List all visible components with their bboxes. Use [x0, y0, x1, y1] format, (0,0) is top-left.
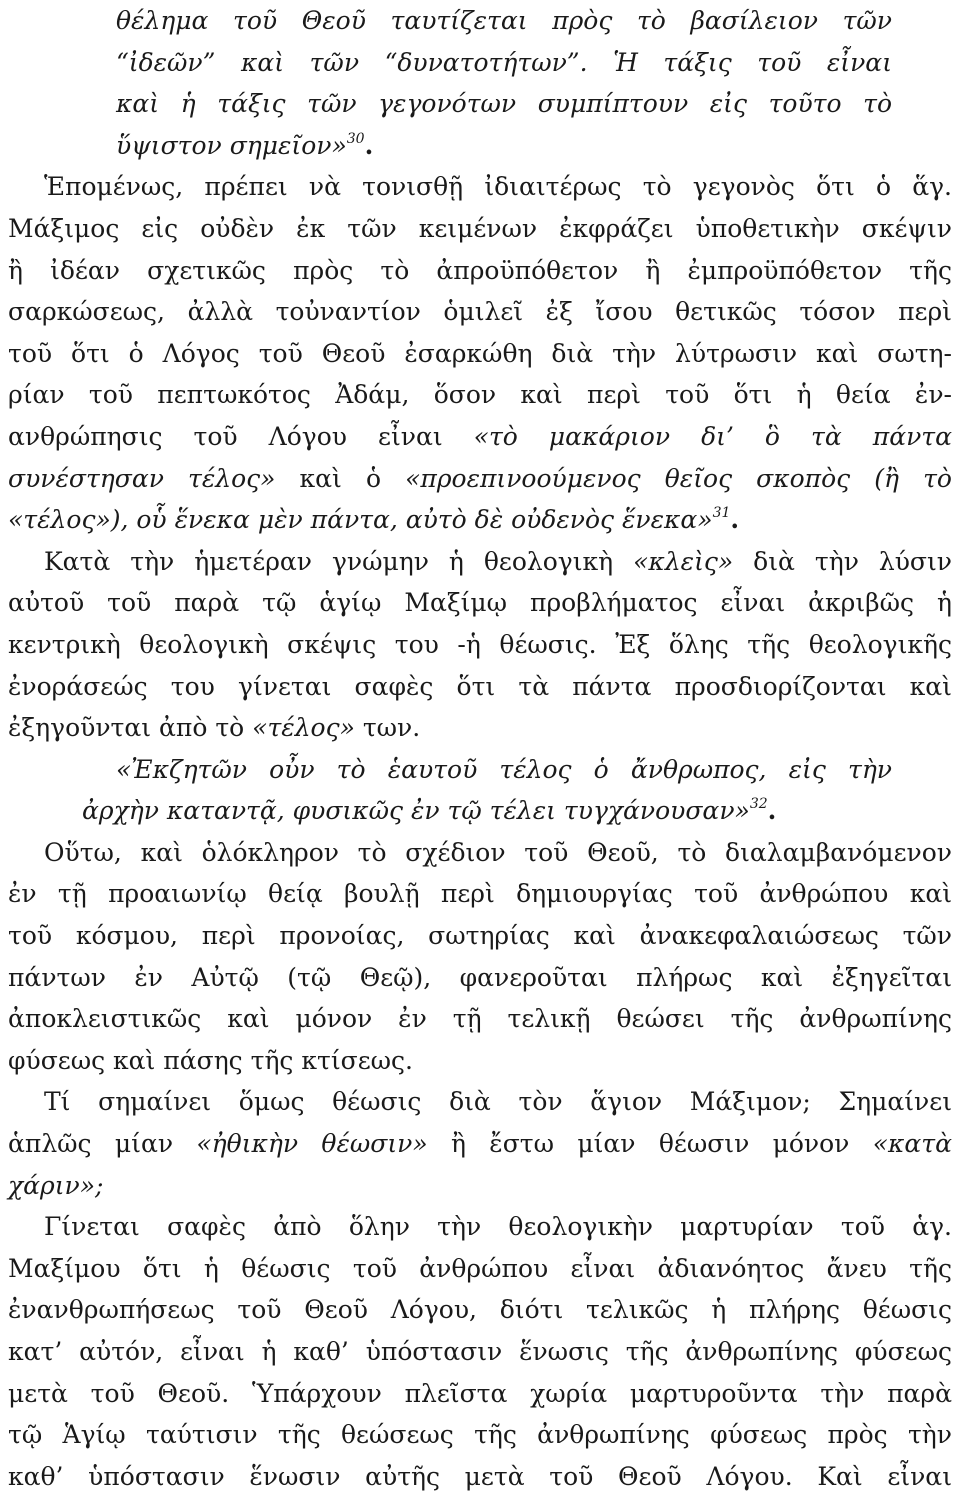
text-line — [8, 915, 952, 957]
text-line — [8, 1331, 952, 1373]
italic-text: «Ἐκζητῶν οὖν τὸ ἑαυτοῦ τέλος ὁ ἄνθρωπος, εἰς τὴν — [116, 754, 892, 784]
text-run: φύσεως καὶ πάσης τῆς κτίσεως. — [8, 1045, 413, 1075]
text-run: τῷ Ἁγίῳ ταύτισιν τῆς θεώσεως τῆς ἀνθρωπίνης φύσεως πρὸς τὴν — [8, 1420, 952, 1450]
text-run: των. — [354, 713, 421, 743]
italic-text: «τέλος»), οὗ ἕνεκα μὲν πάντα, αὐτὸ δὲ οὐδενὸς ἕνεκα» — [8, 505, 713, 535]
text-run: κεντρικὴ θεολογικὴ σκέψις του -ἡ θέωσις. Ἐξ ὅλης τῆς θεολογικῆς — [8, 629, 952, 659]
italic-text: «τέλος» — [252, 713, 355, 743]
italic-text: θέλημα τοῦ Θεοῦ ταυτίζεται πρὸς τὸ βασίλειον τῶν — [116, 6, 892, 35]
text-run: . — [364, 130, 374, 160]
italic-text: «προεπινοούμενος θεῖος σκοπὸς (ἢ τὸ — [405, 463, 952, 493]
footnote-ref: 31 — [712, 505, 731, 522]
text-run: σαρκώσεως, ἀλλὰ τοὐναντίον ὁμιλεῖ ἐξ ἴσου θετικῶς τόσον περὶ — [8, 297, 952, 327]
text-run: ἐνοράσεώς του γίνεται σαφὲς ὅτι τὰ πάντα προσδιορίζονται καὶ — [8, 671, 952, 701]
italic-text: «κλεὶς» — [633, 546, 734, 576]
text-run: καὶ ὁ — [275, 463, 406, 493]
footnote-ref: 32 — [749, 796, 768, 813]
text-run: . — [767, 796, 777, 826]
italic-text: χάριν»; — [8, 1170, 104, 1200]
text-run: Ἑπομένως, πρέπει νὰ τονισθῇ ἰδιαιτέρως τὸ γεγονὸς ὅτι ὁ ἅγ. — [44, 172, 952, 202]
italic-text: “ἰδεῶν” καὶ τῶν “δυνατοτήτων”. Ἡ τάξις τοῦ εἶναι — [116, 47, 892, 77]
text-line — [8, 790, 952, 832]
footnote-ref: 30 — [346, 130, 365, 147]
text-run: ρίαν τοῦ πεπτωκότος Ἀδάμ, ὅσον καὶ περὶ τοῦ ὅτι ἡ θεία ἐν- — [8, 380, 952, 410]
italic-text: «τὸ μακάριον δι’ ὃ τὰ πάντα — [473, 421, 952, 451]
text-line — [8, 1414, 952, 1456]
text-line — [8, 291, 952, 333]
text-line — [8, 374, 952, 416]
text-run: διὰ τὴν λύσιν — [733, 546, 952, 576]
italic-text: καὶ ἡ τάξις τῶν γεγονότων συμπίπτουν εἰς τοῦτο τὸ — [116, 89, 892, 119]
text-line — [8, 998, 952, 1040]
italic-text: ἀρχὴν καταντᾷ, φυσικῶς ἐν τῷ τέλει τυγχάνουσαν» — [82, 796, 750, 826]
text-line — [8, 1081, 952, 1123]
text-run: αὐτοῦ τοῦ παρὰ τῷ ἁγίῳ Μαξίμῳ προβλήματος εἶναι ἀκριβῶς ἡ — [8, 588, 952, 618]
text-run: ἀποκλειστικῶς καὶ μόνον ἐν τῇ τελικῇ θεώσει τῆς ἀνθρωπίνης — [8, 1004, 952, 1034]
text-run: πάντων ἐν Αὐτῷ (τῷ Θεῷ), φανεροῦται πλήρως καὶ ἐξηγεῖται — [8, 962, 952, 992]
text-run: Μάξιμος εἰς οὐδὲν ἐκ τῶν κειμένων ἐκφράζει ὑποθετικὴν σκέψιν — [8, 213, 952, 243]
text-line — [8, 1248, 952, 1290]
italic-text: ὕψιστον σημεῖον» — [116, 130, 347, 160]
text-run: . — [730, 505, 740, 535]
text-run: τοῦ ὅτι ὁ Λόγος τοῦ Θεοῦ ἐσαρκώθη διὰ τὴν λύτρωσιν καὶ σωτη- — [8, 338, 952, 368]
text-line — [8, 1165, 952, 1207]
text-line — [8, 1373, 952, 1415]
italic-text: «ἠθικὴν θέωσιν» — [196, 1129, 428, 1159]
text-line — [8, 1206, 952, 1248]
text-run: Τί σημαίνει ὅμως θέωσις διὰ τὸν ἅγιον Μάξιμον; Σημαίνει — [44, 1087, 952, 1117]
text-run: μετὰ τοῦ Θεοῦ. Ὑπάρχουν πλεῖστα χωρία μαρτυροῦντα τὴν παρὰ — [8, 1378, 952, 1408]
text-line — [8, 1040, 952, 1082]
text-line — [8, 1289, 952, 1331]
text-line — [8, 707, 952, 749]
text-line — [8, 458, 952, 500]
text-line — [8, 0, 952, 42]
text-run: ἁπλῶς μίαν — [8, 1129, 197, 1159]
text-run: Οὕτω, καὶ ὁλόκληρον τὸ σχέδιον τοῦ Θεοῦ, τὸ διαλαμβανόμενον — [44, 837, 952, 867]
text-line — [8, 208, 952, 250]
text-line — [8, 873, 952, 915]
text-run: ἐξηγοῦνται ἀπὸ τὸ — [8, 713, 253, 743]
text-line — [8, 166, 952, 208]
text-line — [8, 624, 952, 666]
text-line — [8, 1456, 952, 1497]
text-run: ἐν τῇ προαιωνίῳ θείᾳ βουλῇ περὶ δημιουργίας τοῦ ἀνθρώπου καὶ — [8, 879, 952, 909]
text-line — [8, 416, 952, 458]
text-line — [8, 83, 952, 125]
text-run: Μαξίμου ὅτι ἡ θέωσις τοῦ ἀνθρώπου εἶναι ἀδιανόητος ἄνευ τῆς — [8, 1253, 952, 1283]
text-run: καθ’ ὑπόστασιν ἕνωσιν αὐτῆς μετὰ τοῦ Θεοῦ Λόγου. Καὶ εἶναι — [8, 1461, 952, 1491]
text-run: ἢ ἰδέαν σχετικῶς πρὸς τὸ ἀπροϋπόθετον ἢ ἐμπροϋπόθετον τῆς — [8, 255, 952, 285]
text-run: ἐνανθρωπήσεως τοῦ Θεοῦ Λόγου, διότι τελικῶς ἡ πλήρης θέωσις — [8, 1295, 952, 1325]
text-line — [8, 250, 952, 292]
text-line — [8, 666, 952, 708]
text-line — [8, 582, 952, 624]
text-line — [8, 957, 952, 999]
text-run: ανθρώπησις τοῦ Λόγου εἶναι — [8, 421, 474, 451]
text-run: κατ’ αὐτόν, εἶναι ἡ καθ’ ὑπόστασιν ἕνωσις τῆς ἀνθρωπίνης φύσεως — [8, 1337, 952, 1366]
text-run: Γίνεται σαφὲς ἀπὸ ὅλην τὴν θεολογικὴν μαρτυρίαν τοῦ ἁγ. — [44, 1212, 952, 1242]
text-line — [8, 1123, 952, 1165]
text-run: τοῦ κόσμου, περὶ προνοίας, σωτηρίας καὶ ἀνακεφαλαιώσεως τῶν — [8, 921, 952, 951]
italic-text: συνέστησαν τέλος» — [8, 463, 276, 493]
text-line — [8, 541, 952, 583]
text-line — [8, 499, 952, 541]
text-line — [8, 42, 952, 84]
text-line — [8, 749, 952, 791]
text-line — [8, 333, 952, 375]
text-line — [8, 125, 952, 167]
italic-text: «κατὰ — [872, 1129, 953, 1159]
text-line — [8, 832, 952, 874]
text-run: ἢ ἔστω μίαν θέωσιν μόνον — [427, 1129, 873, 1159]
text-run: Κατὰ τὴν ἡμετέραν γνώμην ἡ θεολογικὴ — [44, 546, 634, 576]
